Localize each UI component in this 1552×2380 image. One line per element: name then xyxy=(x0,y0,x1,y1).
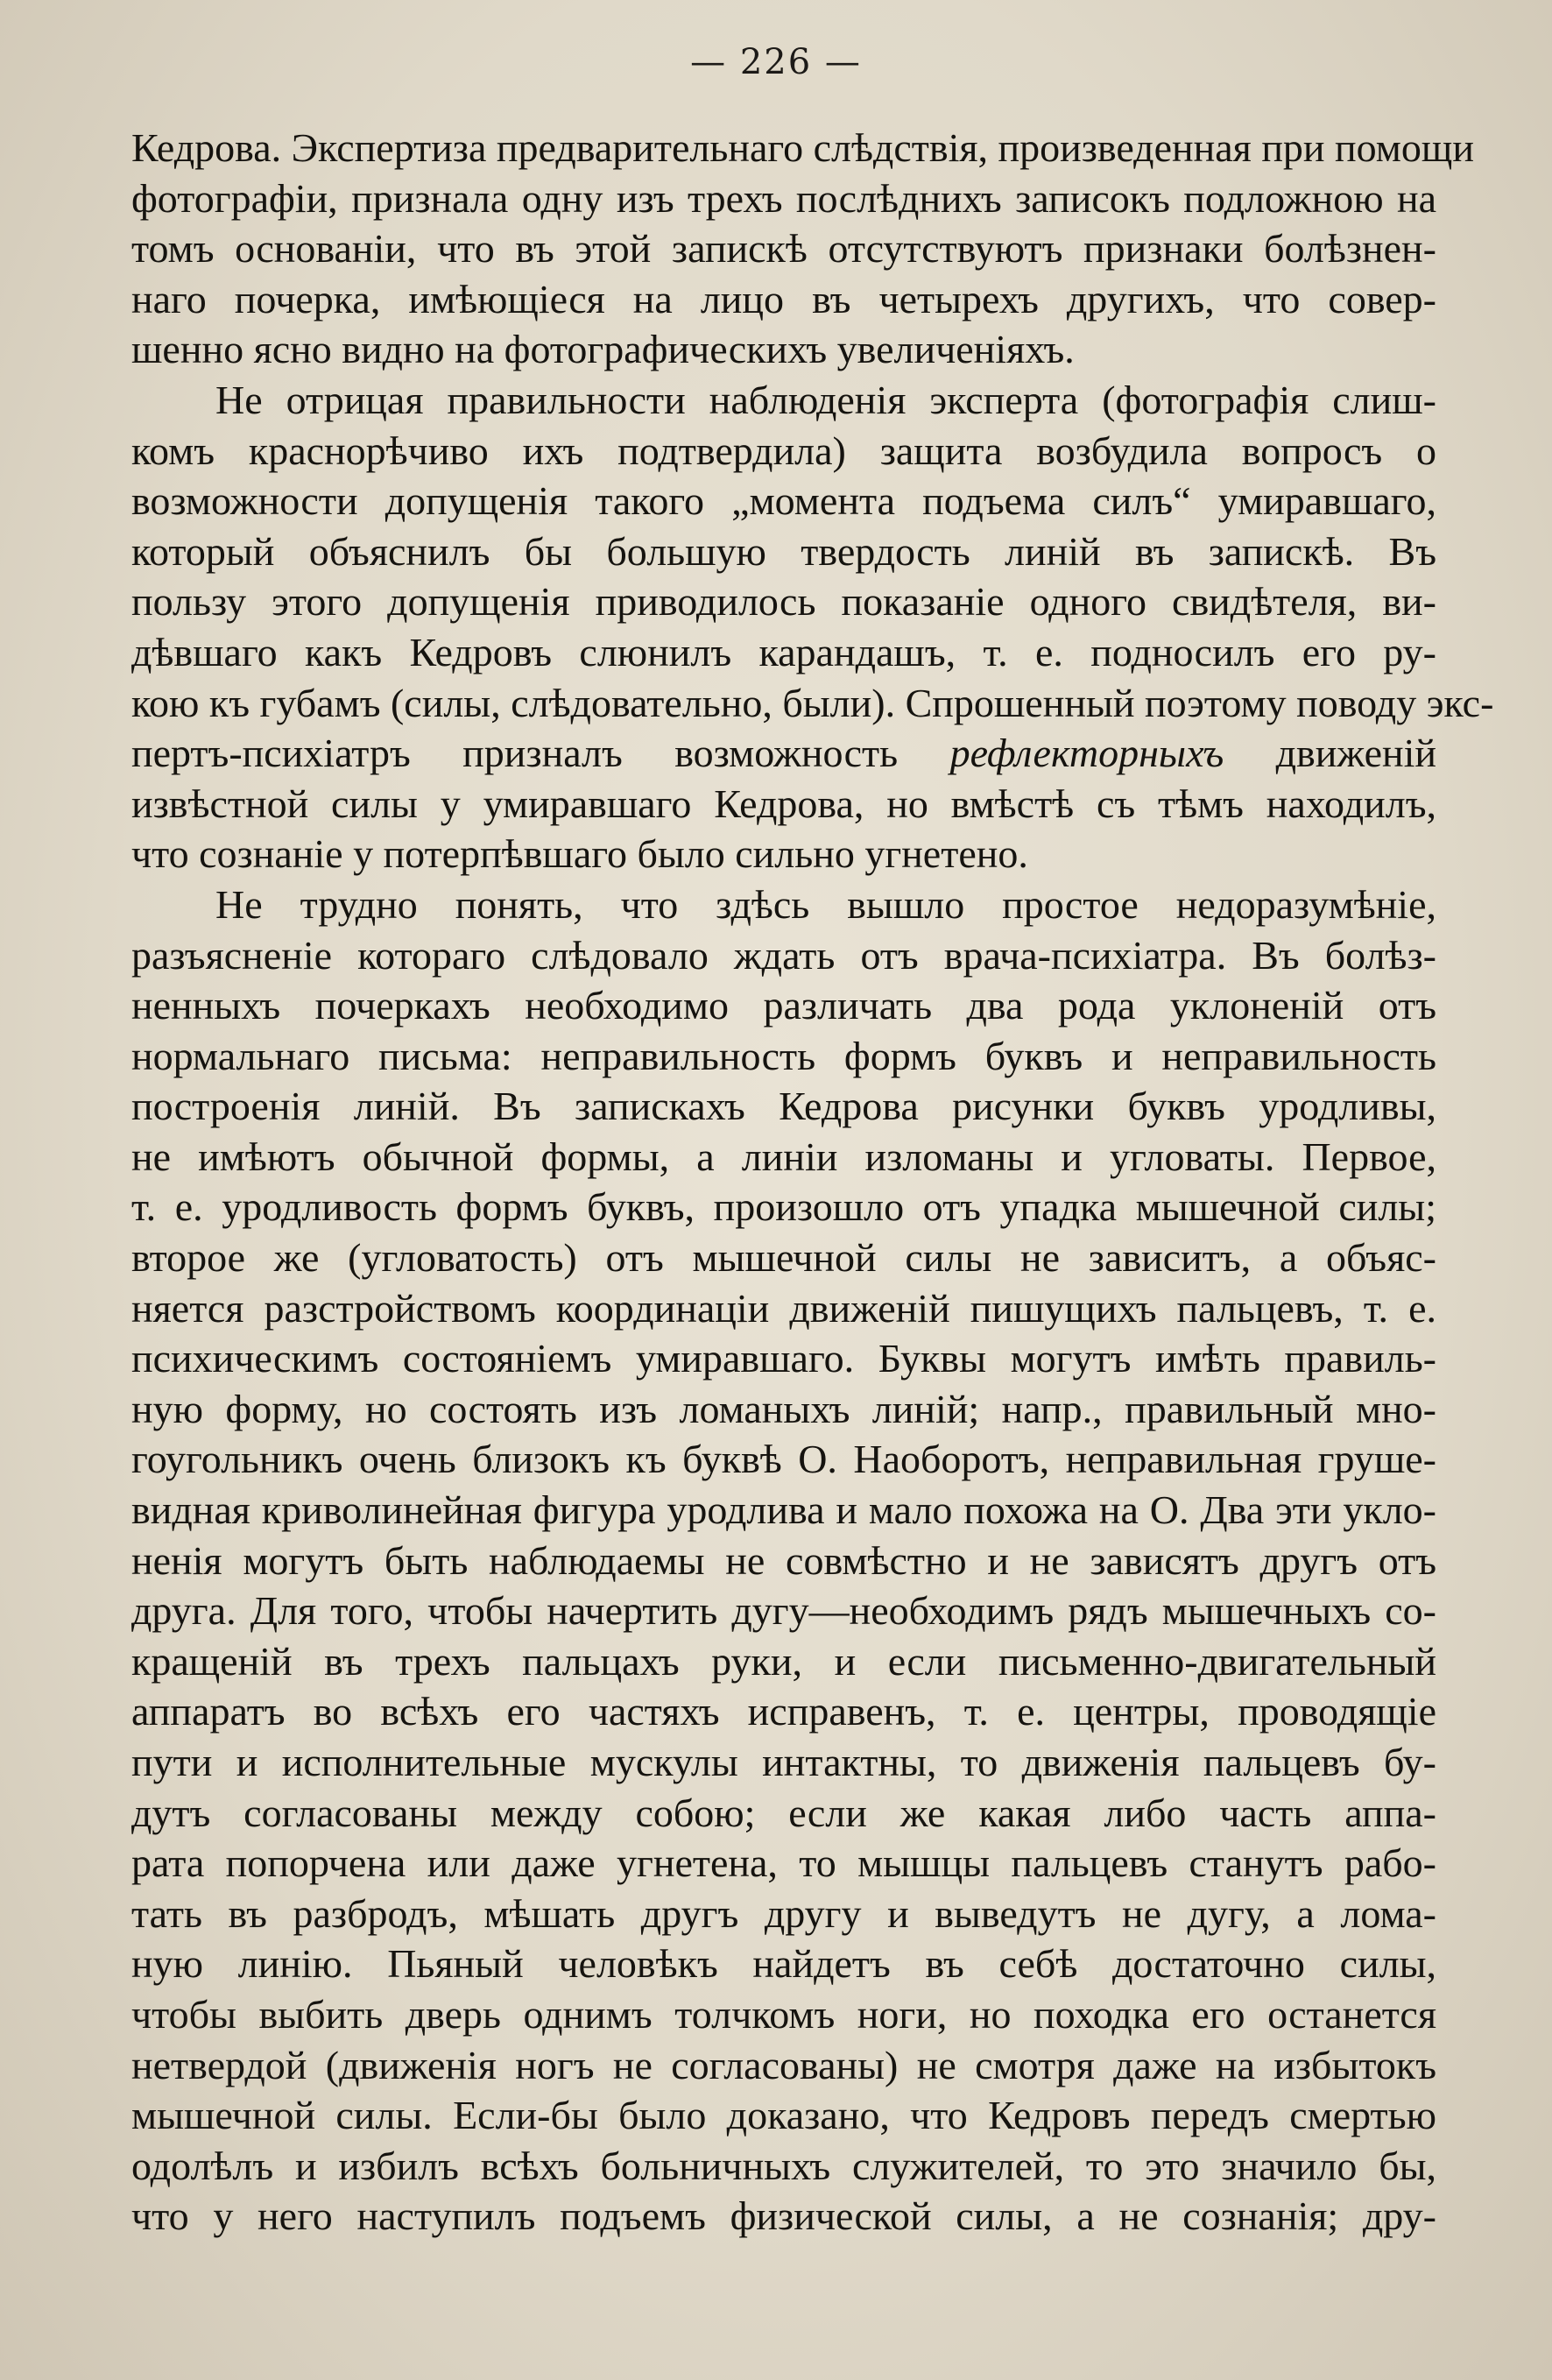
text-line: видная криволинейная фигура уродлива и мало похожа на О. Два эти укло- xyxy=(131,1487,1436,1533)
text-line: возможности допущенія такого „момента подъема силъ“ умиравшаго, xyxy=(131,478,1436,524)
text-line: ную форму, но состоять изъ ломаныхъ линій; напр., правильный мно- xyxy=(131,1386,1436,1431)
text-line: ненія могутъ быть наблюдаемы не совмѣстно и не зависятъ другъ отъ xyxy=(131,1537,1436,1583)
text-line: пути и исполнительные мускулы интактны, то движенія пальцевъ бу- xyxy=(131,1740,1436,1784)
text-line: гоугольникъ очень близокъ къ буквѣ О. Наоборотъ, неправильная груше- xyxy=(131,1437,1436,1482)
text-line: шенно ясно видно на фотографическихъ увеличеніяхъ. xyxy=(131,327,1075,372)
text-line: няется разстройствомъ координаціи движеній пишущихъ пальцевъ, т. е. xyxy=(131,1285,1436,1331)
text-line: извѣстной силы у умиравшаго Кедрова, но вмѣстѣ съ тѣмъ находилъ, xyxy=(131,780,1436,826)
italic-term: рефлекторныхъ xyxy=(949,731,1224,776)
text-line: что сознаніе у потерпѣвшаго было сильно угнетено. xyxy=(131,831,1028,877)
text-line: Кедрова. Экспертиза предварительнаго слѣдствія, произведенная при помощи xyxy=(131,125,1474,170)
text-line: тать въ разбродъ, мѣшать другъ другу и выведутъ не дугу, а лома- xyxy=(131,1890,1436,1936)
text-line: что у него наступилъ подъемъ физической силы, а не сознанія; дру- xyxy=(131,2193,1436,2239)
text-line: мышечной силы. Если-бы было доказано, что Кедровъ передъ смертью xyxy=(131,2093,1436,2138)
text-line: нетвердой (движенія ногъ не согласованы) не смотря даже на избытокъ xyxy=(131,2042,1436,2087)
text-line: дутъ согласованы между собою; если же какая либо часть аппа- xyxy=(131,1790,1436,1835)
page-number: — 226 — xyxy=(690,42,862,82)
text-line: второе же (угловатость) отъ мышечной силы не зависитъ, а объяс- xyxy=(131,1235,1436,1281)
text-line: Не трудно понять, что здѣсь вышло простое недоразумѣніе, xyxy=(215,881,1436,927)
text-line: томъ основаніи, что въ этой запискѣ отсутствуютъ признаки болѣзнен- xyxy=(131,226,1436,272)
text-line: комъ краснорѣчиво ихъ подтвердила) защита возбудила вопросъ о xyxy=(131,427,1436,473)
text-line: кращеній въ трехъ пальцахъ руки, и если письменно-двигательный xyxy=(131,1638,1436,1684)
text-line: рата попорчена или даже угнетена, то мышцы пальцевъ станутъ рабо- xyxy=(131,1840,1436,1886)
text-line: психическимъ состояніемъ умиравшаго. Буквы могутъ имѣть правиль- xyxy=(131,1336,1436,1381)
text-line: который объяснилъ бы большую твердость линій въ запискѣ. Въ xyxy=(131,528,1436,574)
text-line: чтобы выбить дверь однимъ толчкомъ ноги, но походка его останется xyxy=(131,1991,1436,2037)
text-line: пользу этого допущенія приводилось показаніе одного свидѣтеля, ви- xyxy=(131,579,1436,625)
text-line: друга. Для того, чтобы начертить дугу—необходимъ рядъ мышечныхъ со- xyxy=(131,1588,1436,1634)
text-line: одолѣлъ и избилъ всѣхъ больничныхъ служителей, то это значило бы, xyxy=(131,2143,1436,2188)
body-text xyxy=(131,123,1494,2242)
text-line: фотографіи, признала одну изъ трехъ послѣднихъ записокъ подложною на xyxy=(131,175,1436,221)
text-line: т. е. уродливость формъ буквъ, произошло отъ упадка мышечной силы; xyxy=(131,1184,1436,1230)
text-line: ненныхъ почеркахъ необходимо различать два рода уклоненій отъ xyxy=(131,983,1436,1028)
text-line: дѣвшаго какъ Кедровъ слюнилъ карандашъ, т. е. подносилъ его ру- xyxy=(131,629,1436,674)
text-line: кою къ губамъ (силы, слѣдовательно, были). Спрошенный поэтому поводу экс- xyxy=(131,680,1494,725)
text-line: построенія линій. Въ запискахъ Кедрова рисунки буквъ уродливы, xyxy=(131,1084,1436,1129)
text-line: нормальнаго письма: неправильность формъ буквъ и неправильность xyxy=(131,1033,1436,1078)
text-line: аппаратъ во всѣхъ его частяхъ исправенъ, т. е. центры, проводящіе xyxy=(131,1689,1436,1734)
paragraph-2 xyxy=(131,375,1494,879)
text-line: разъясненіе котораго слѣдовало ждать отъ врача-психіатра. Въ болѣз- xyxy=(131,932,1436,978)
text-line: Не отрицая правильности наблюденія эксперта (фотографія слиш- xyxy=(215,377,1436,422)
paragraph-1 xyxy=(131,123,1474,375)
text-line: наго почерка, имѣющіеся на лицо въ четырехъ другихъ, что совер- xyxy=(131,276,1436,321)
text-line-with-italic: пертъ-психіатръ призналъ возможность рефлекторныхъ движеній xyxy=(131,731,1436,776)
paragraph-3 xyxy=(131,879,1436,2242)
text-line: не имѣютъ обычной формы, а линіи изломаны и угловаты. Первое, xyxy=(131,1134,1436,1179)
text-line: ную линію. Пьяный человѣкъ найдетъ въ себѣ достаточно силы, xyxy=(131,1941,1436,1987)
